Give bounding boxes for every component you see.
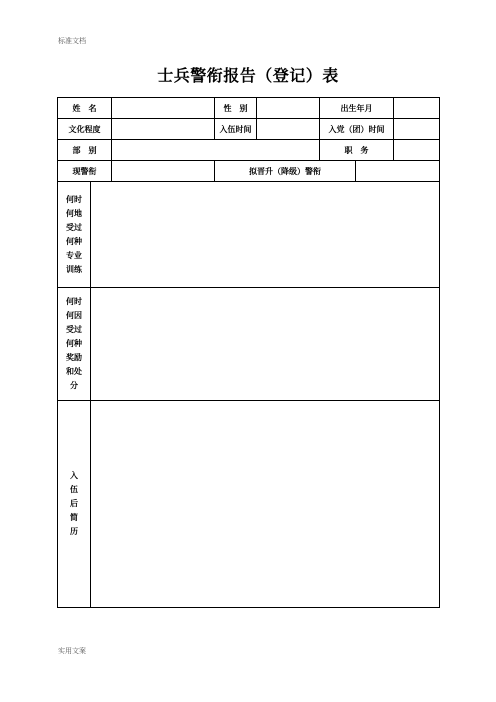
birth-date-label: 出生年月 [320,98,394,119]
training-label-line: 受过 [66,222,82,232]
current-rank-field[interactable] [112,161,215,182]
position-label: 职 务 [320,140,394,161]
position-field[interactable] [394,140,440,161]
training-label-line: 何种 [66,236,82,246]
name-label: 姓 名 [58,98,112,119]
education-label: 文化程度 [58,119,112,140]
birth-date-field[interactable] [394,98,440,119]
party-join-date-label: 入党（团）时间 [320,119,394,140]
form-title: 士兵警衔报告（登记）表 [157,66,339,85]
resume-label [58,401,91,608]
training-field[interactable] [91,182,440,288]
training-label [58,182,91,288]
resume-field[interactable] [91,401,440,608]
resume-label-line: 入 [70,471,78,480]
name-field[interactable] [112,98,215,119]
training-label-line: 专业 [66,250,82,260]
registration-form-table [57,97,440,608]
awards-label-line: 何种 [66,339,82,348]
awards-label-line: 奖励 [66,353,82,362]
proposed-rank-field[interactable] [356,161,440,182]
gender-label: 性 别 [215,98,257,119]
awards-field[interactable] [91,288,440,401]
resume-label-line: 简 [70,513,78,522]
training-label-line: 何时 [66,194,82,204]
page-header: 标准文档 [58,37,86,45]
unit-field[interactable] [112,140,320,161]
training-label-line: 何地 [66,208,82,218]
enlist-date-label: 入伍时间 [215,119,257,140]
training-label-line: 训练 [66,264,82,274]
awards-label-line: 和处 [66,367,82,376]
page-footer: 实用文案 [58,647,86,655]
gender-field[interactable] [257,98,320,119]
resume-label-line: 伍 [70,485,78,494]
awards-label-line: 分 [70,381,78,390]
proposed-rank-label: 拟晋升（降级）警衔 [215,161,356,182]
unit-label: 部 别 [58,140,112,161]
resume-label-line: 后 [70,499,78,508]
enlist-date-field[interactable] [257,119,320,140]
party-join-date-field[interactable] [394,119,440,140]
resume-label-line: 历 [70,527,78,536]
awards-label [58,288,91,401]
education-field[interactable] [112,119,215,140]
awards-label-line: 何时 [66,297,82,306]
awards-label-line: 何因 [66,311,82,320]
awards-label-line: 受过 [66,325,82,334]
current-rank-label: 现警衔 [58,161,112,182]
